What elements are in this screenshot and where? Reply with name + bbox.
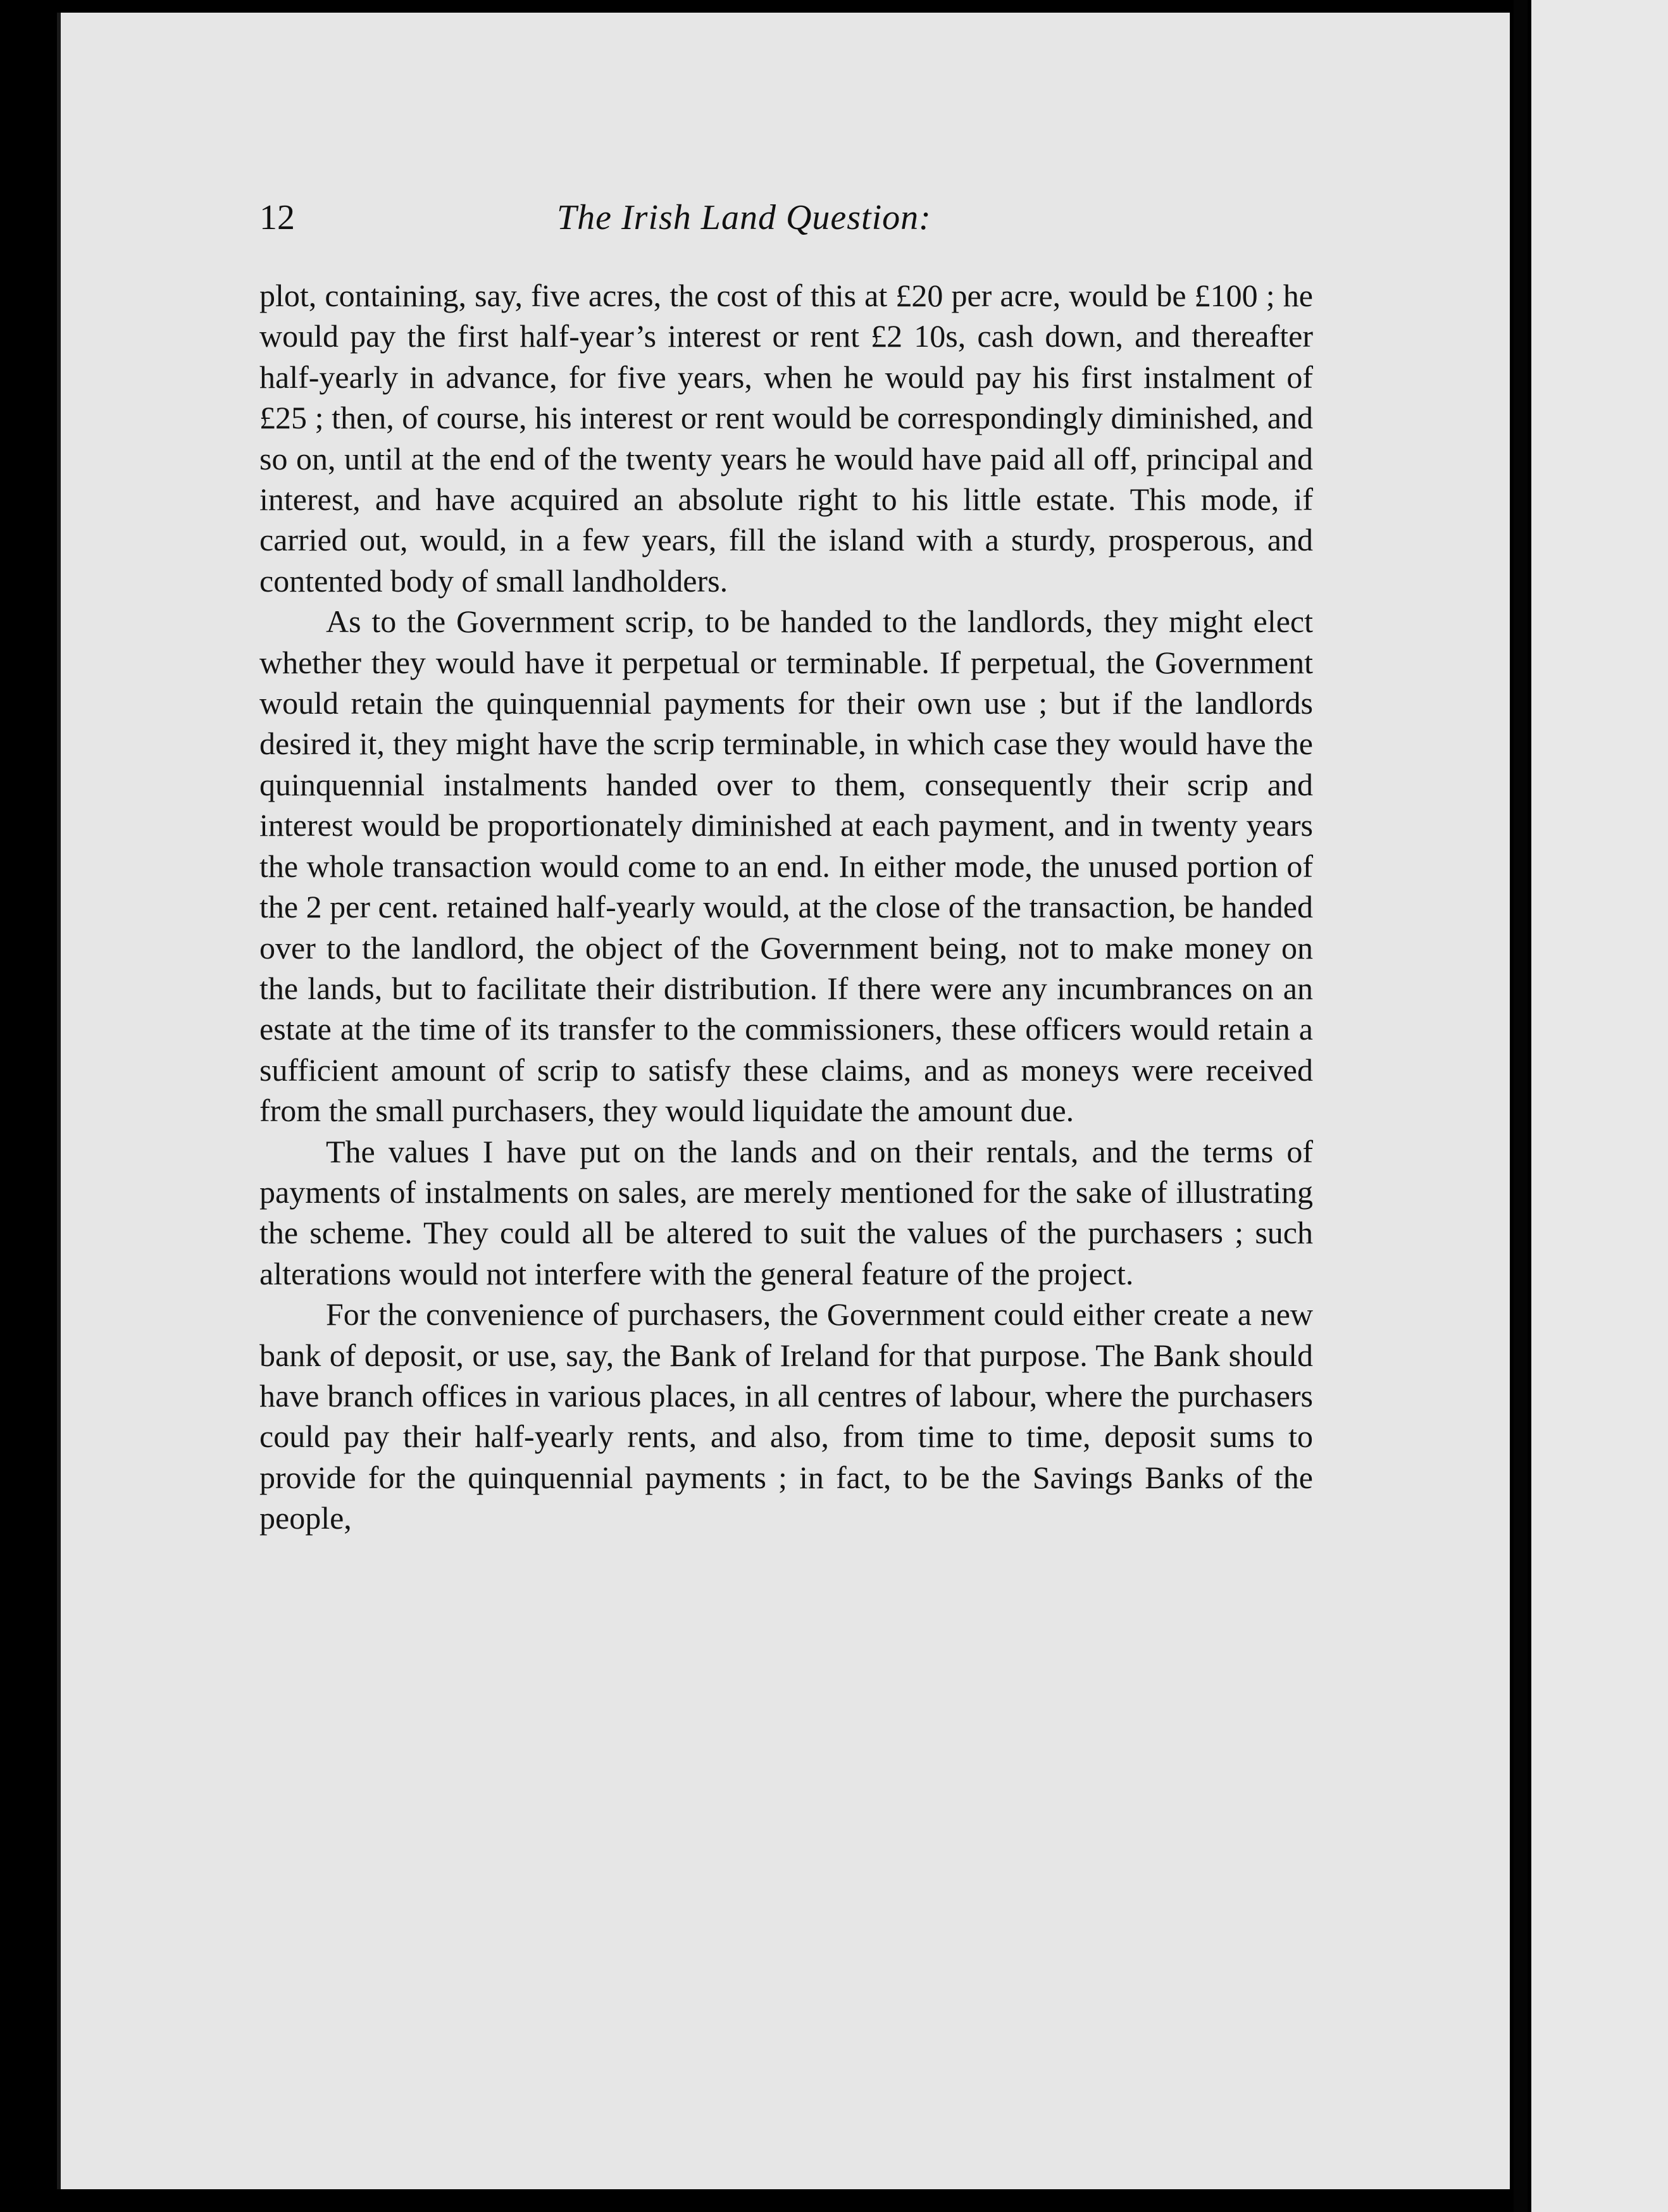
page-edge-shadow xyxy=(1514,0,1528,2212)
running-header xyxy=(259,197,1335,248)
paragraph-1: plot, containing, say, five acres, the cost of this at £20 per acre, would be £100 ; he would pay the first half-year’s interest or rent £2 10s, cash down, and thereafter half-yearly in advance, for five years, when he would pay his first instalment of £25 ; then, of course, his interest or rent would be correspondingly diminished, and so on, until at the end of the twenty years he would have paid all off, principal and interest, and have acquired an absolute right to his little estate. This mode, if carried out, would, in a few years, fill the island with a sturdy, prosperous, and contented body of small landholders. xyxy=(259,278,1313,599)
facing-page-edge xyxy=(1531,0,1668,2212)
paragraph-4: For the convenience of purchasers, the Government could either create a new bank of deposit, or use, say, the Bank of Ireland for that purpose. The Bank should have branch offices in various places, in all centres of labour, where the purchasers could pay their half-yearly rents, and also, from time to time, deposit sums to provide for the quinquennial payments ; in fact, to be the Savings Banks of the people, xyxy=(259,1296,1313,1536)
paragraph-2: As to the Government scrip, to be handed to the landlords, they might elect whether they would have it perpetual or terminable. If perpetual, the Government would retain the quinquennial payments for their own use ; but if the landlords desired it, they might have the scrip terminable, in which case they would have the quinquennial instalments handed over to them, consequently their scrip and interest would be proportionately diminished at each payment, and in twenty years the whole transaction would come to an end. In either mode, the unused portion of the 2 per cent. retained half-yearly would, at the close of the transaction, be handed over to the landlord, the object of the Government being, not to make money on the lands, but to facilitate their distribution. If there were any incumbrances on an estate at the time of its transfer to the commissioners, these officers would retain a sufficient amount of scrip to satisfy these claims, and as moneys were received from the small purchasers, they would liquidate the amount due. xyxy=(259,604,1313,1129)
body-text xyxy=(259,275,1313,1539)
running-title: The Irish Land Question: xyxy=(557,198,931,237)
page-number: 12 xyxy=(259,198,295,237)
paragraph-3: The values I have put on the lands and on their rentals, and the terms of payments of instalments on sales, are merely mentioned for the sake of illustrating the scheme. They could all be altered to suit the values of the purchasers ; such alterations would not interfere with the general feature of the project. xyxy=(259,1133,1313,1291)
